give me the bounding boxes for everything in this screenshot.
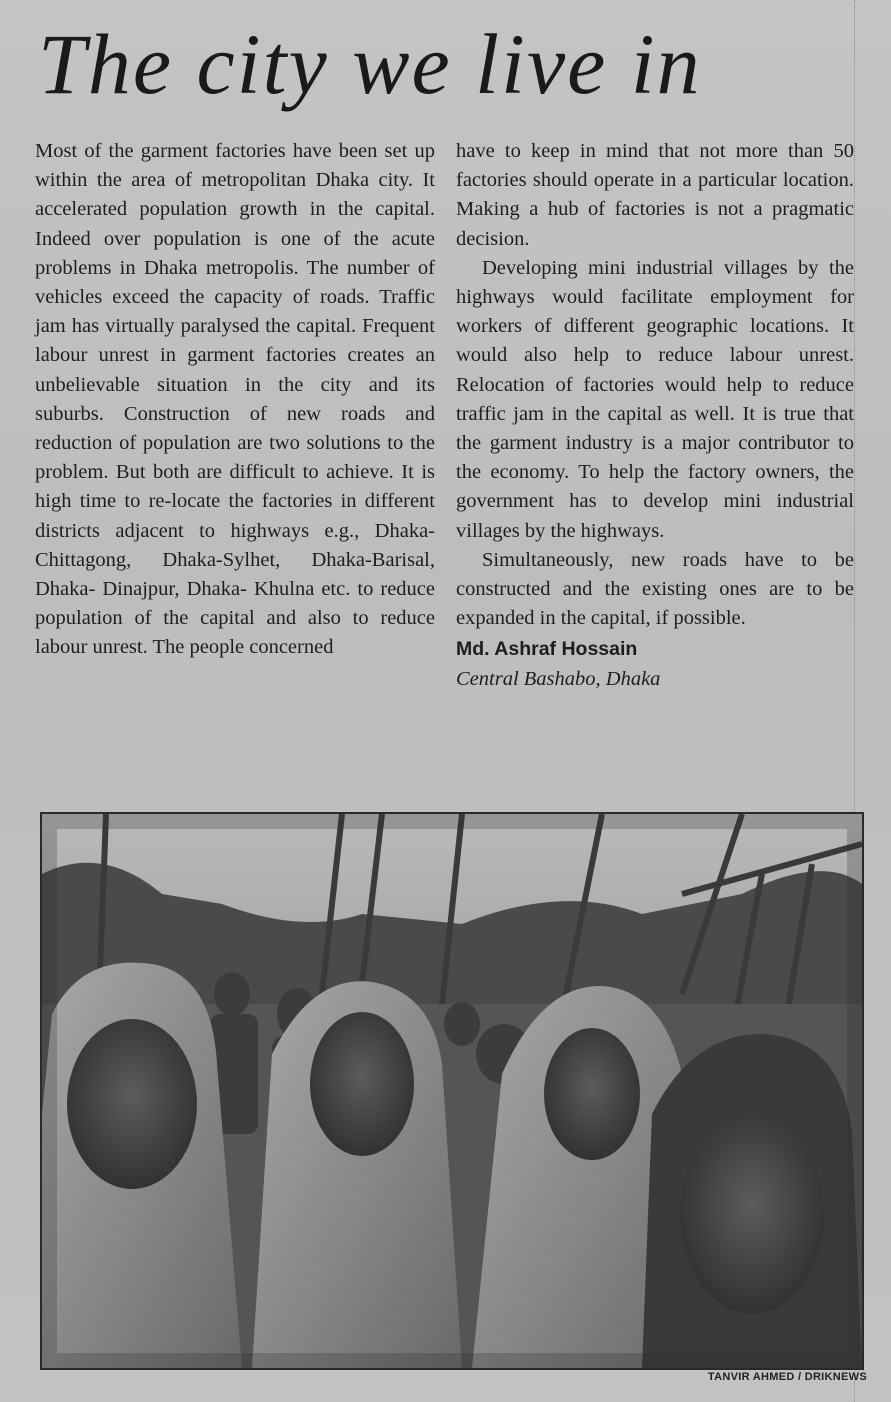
author-name: Md. Ashraf Hossain (456, 638, 638, 661)
article-title: The city we live in (38, 16, 702, 112)
photo-credit: TANVIR AHMED / DRIKNEWS (707, 1371, 867, 1383)
right-column (456, 137, 854, 694)
paragraph-1: Most of the garment factories have been set up within the area of metropolitan Dhaka city. It accelerated population growth in the capital. Indeed over population is one of the acute problems in Dhaka metropolis. The number of vehicles exceed the capacity of roads. Traffic jam has virtually paralysed the capital. Frequent labour unrest in garment factories creates an unbelievable situation in the city and its suburbs. Construction of new roads and reduction of population are two solutions to the problem. But both are difficult to achieve. It is high time to re-locate the factories in different districts adjacent to highways e.g., Dhaka-Chittagong, Dhaka-Sylhet, Dhaka-Barisal, Dhaka- Dinajpur, Dhaka- Khulna etc. to reduce population of the capital and also to reduce labour unrest. The people concerned (35, 140, 435, 659)
photo-illustration (42, 814, 862, 1368)
paragraph-2: have to keep in mind that not more than 50 factories should operate in a particular location. Making a hub of factories is not a pragmatic decision. (456, 140, 854, 250)
paragraph-4: Simultaneously, new roads have to be constructed and the existing ones are to be expanded in the capital, if possible. (456, 548, 854, 630)
left-column (35, 137, 435, 663)
news-photo (40, 812, 864, 1370)
author-location: Central Bashabo, Dhaka (456, 667, 661, 690)
paragraph-3: Developing mini industrial villages by the highways would facilitate employment for workers of different geographic locations. It would also help to reduce labour unrest. Relocation of factories would help to reduce traffic jam in the capital as well. It is true that the garment industry is a major contributor to the economy. To help the factory owners, the government has to develop mini industrial villages by the highways. (456, 256, 854, 542)
